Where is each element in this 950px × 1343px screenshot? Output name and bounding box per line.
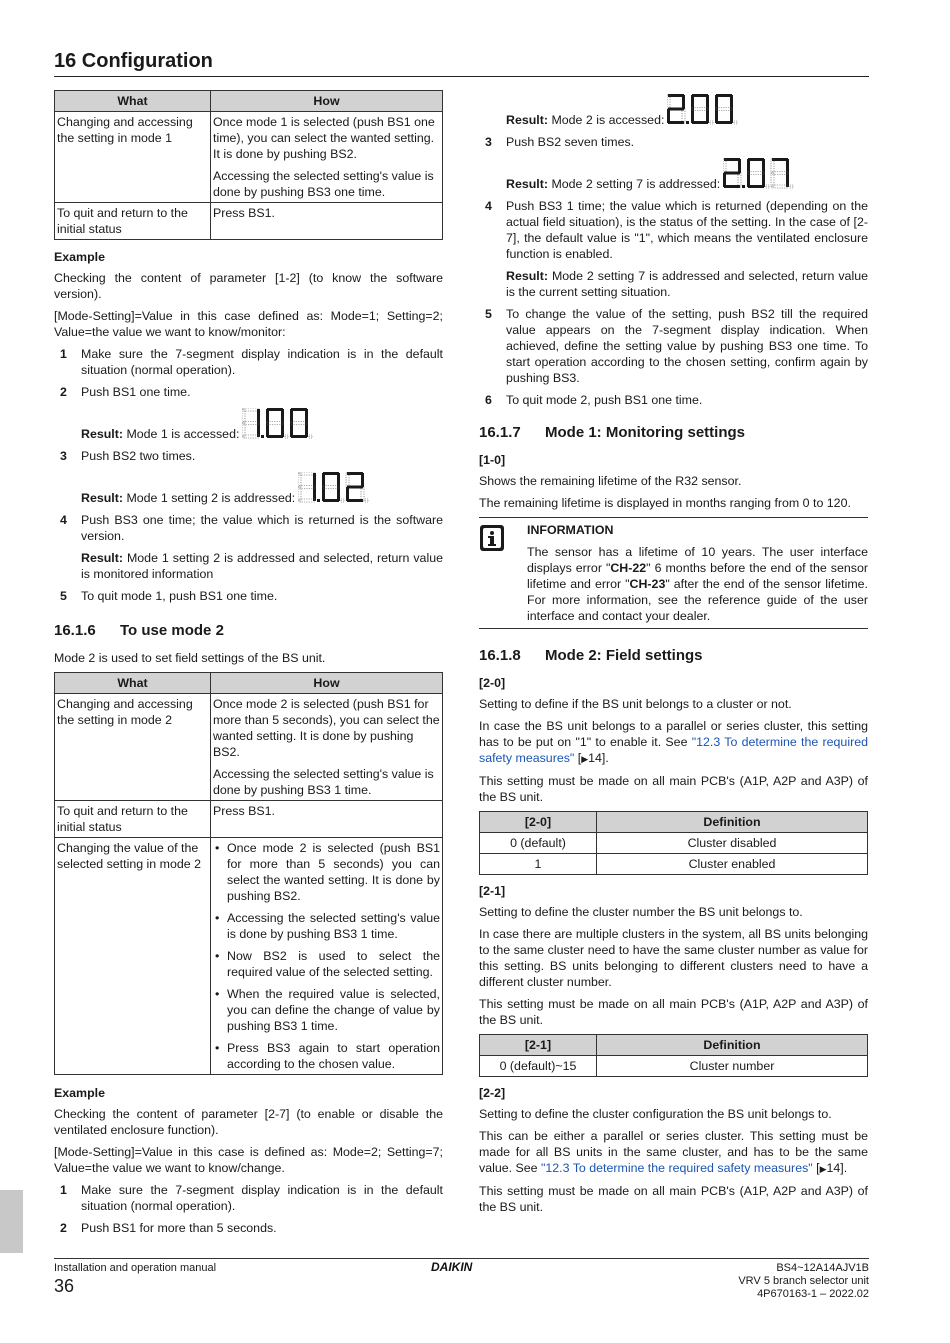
information-body — [527, 522, 868, 624]
info-text-part: " 6 months before the end of the sensor lifetime and error " — [527, 561, 868, 591]
decimal-point — [686, 121, 689, 124]
result-label: Result: — [81, 427, 123, 441]
section-title: Mode 1: Monitoring settings — [545, 424, 745, 441]
decimal-point — [261, 435, 264, 438]
result-text — [506, 112, 664, 128]
table-header-how: How — [211, 91, 443, 112]
text-part: In case the BS unit belongs to a parallel or series cluster, this setting has to be put on "1" to enable it. See — [479, 719, 868, 749]
segment — [724, 172, 740, 175]
segment — [772, 185, 788, 188]
segment — [266, 423, 269, 437]
table-cell: Cluster number — [597, 1056, 868, 1077]
section-number: 16.1.6 — [54, 622, 96, 639]
text-part: . — [843, 1161, 848, 1175]
footer-doc-number: 4P670163-1 – 2022.02 — [757, 1288, 869, 1300]
segment — [266, 409, 269, 423]
step-text: To quit mode 1, push BS1 one time. — [81, 589, 278, 603]
list-item: • Press BS3 again to start operation according to the chosen value. — [213, 1040, 440, 1072]
result-label: Result: — [81, 551, 123, 565]
step-item — [54, 1182, 443, 1214]
segment — [716, 121, 732, 124]
segment — [267, 408, 283, 411]
table-cell-how — [211, 112, 443, 203]
segment — [747, 159, 750, 173]
step-item — [54, 588, 443, 604]
chapter-tab — [0, 1190, 23, 1253]
step-number: 2 — [60, 385, 67, 399]
cell-paragraph: Once mode 2 is selected (push BS1 for more than 5 seconds), you can select the wanted setting. It is done by pushing BS2. — [213, 697, 440, 759]
result-label: Result: — [506, 113, 548, 127]
information-icon — [479, 522, 527, 624]
result-line — [81, 550, 443, 582]
decimal-point — [734, 121, 737, 124]
segment — [738, 173, 741, 187]
table-header: [2-0] — [480, 812, 597, 833]
result-line — [506, 268, 868, 300]
segment — [748, 158, 764, 161]
footer-product: VRV 5 branch selector unit — [738, 1275, 869, 1287]
segment — [682, 95, 685, 109]
text-part: [ — [812, 1161, 820, 1175]
cross-reference-link[interactable]: "12.3 To determine the required safety measures" — [479, 735, 868, 765]
step-text: Push BS2 seven times. — [506, 135, 635, 149]
segment — [668, 108, 684, 111]
segment — [267, 435, 283, 438]
left-column — [54, 90, 443, 1242]
seven-segment-display — [667, 94, 739, 130]
page-reference: 14] — [588, 751, 606, 765]
segment — [267, 422, 283, 425]
table-cell-what: Changing and accessing the setting in mode 2 — [55, 694, 211, 801]
body-paragraph: Setting to define the cluster configuration the BS unit belongs to. — [479, 1107, 832, 1121]
information-box — [479, 517, 868, 629]
section-title: Mode 2: Field settings — [545, 647, 703, 664]
list-item: • When the required value is selected, you can define the change of value by pushing BS3 1 time. — [213, 986, 440, 1034]
table-header-how: How — [211, 673, 443, 694]
step-number: 3 — [60, 449, 67, 463]
table-row — [480, 854, 868, 875]
segment — [257, 409, 260, 423]
result-text — [81, 490, 295, 506]
decimal-point — [317, 499, 320, 502]
setting-code: [2-1] — [479, 884, 506, 898]
body-paragraph: The remaining lifetime is displayed in months ranging from 0 to 120. — [479, 496, 851, 510]
table-cell: 1 — [480, 854, 597, 875]
section-title: To use mode 2 — [120, 622, 224, 639]
table-cell-what: Changing and accessing the setting in mode 1 — [55, 112, 211, 203]
segment — [706, 109, 709, 123]
text-part: This can be either a parallel or series cluster. This setting must be made for all BS units in the same cluster, and has to be the same value. See — [479, 1129, 868, 1175]
step-number: 4 — [60, 513, 67, 527]
segment — [299, 499, 315, 502]
result-line — [506, 92, 868, 128]
list-item: • Once mode 2 is selected (push BS1 for more than 5 seconds) you can select the wanted setting. It is done by pushing BS2. — [213, 840, 440, 904]
segment — [281, 423, 284, 437]
segment — [291, 435, 307, 438]
table-header-what: What — [55, 91, 211, 112]
decimal-point — [365, 499, 368, 502]
setting-code: [2-0] — [479, 676, 506, 690]
table-cell-what: To quit and return to the initial status — [55, 203, 211, 240]
table-header-what: What — [55, 673, 211, 694]
segment — [715, 109, 718, 123]
segment — [337, 473, 340, 487]
segment — [667, 95, 670, 109]
segment — [682, 109, 685, 123]
decimal-point — [341, 499, 344, 502]
seven-segment-display — [723, 158, 795, 194]
footer-manual-title: Installation and operation manual — [54, 1262, 217, 1274]
table-row — [55, 694, 443, 801]
step-text: Push BS1 for more than 5 seconds. — [81, 1221, 277, 1235]
segment — [323, 472, 339, 475]
step-number: 2 — [60, 1221, 67, 1235]
segment — [305, 423, 308, 437]
decimal-point — [790, 185, 793, 188]
table-cell-how: Press BS1. — [211, 801, 443, 838]
segment — [668, 121, 684, 124]
step-text: To quit mode 2, push BS1 one time. — [506, 393, 703, 407]
segment — [337, 487, 340, 501]
example-heading: Example — [54, 250, 105, 264]
segment — [691, 95, 694, 109]
step-number: 5 — [485, 307, 492, 321]
setting-2-1-table — [479, 1034, 868, 1077]
result-line — [506, 156, 868, 192]
body-paragraph: Setting to define the cluster number the BS unit belongs to. — [479, 905, 803, 919]
result-label: Result: — [506, 269, 548, 283]
segment — [692, 121, 708, 124]
segment — [243, 435, 259, 438]
setting-code: [2-2] — [479, 1086, 506, 1100]
example-heading: Example — [54, 1086, 105, 1100]
step-item — [479, 306, 868, 386]
result-text — [506, 176, 720, 192]
step-number: 5 — [60, 589, 67, 603]
list-item: • Now BS2 is used to select the required value of the selected setting. — [213, 948, 440, 980]
segment — [724, 158, 740, 161]
segment — [346, 473, 349, 487]
example-paragraph: [Mode-Setting]=Value in this case defined as: Mode=1; Setting=2; Value=the value we want to know/monitor: — [54, 309, 443, 339]
section-number: 16.1.8 — [479, 647, 521, 664]
page-reference: 14] — [826, 1161, 844, 1175]
step-item — [479, 134, 868, 150]
information-title: INFORMATION — [527, 523, 614, 537]
info-text-part: The sensor has a lifetime of 10 years. The user interface displays error " — [527, 545, 868, 575]
result-value: Mode 2 setting 7 is addressed: — [551, 177, 721, 191]
step-text: Make sure the 7-segment display indication is in the default situation (normal operation). — [81, 347, 443, 377]
segment — [290, 423, 293, 437]
information-text — [527, 544, 868, 624]
setting-code: [1-0] — [479, 453, 506, 467]
table-cell-what: To quit and return to the initial status — [55, 801, 211, 838]
table-header: [2-1] — [480, 1035, 597, 1056]
segment — [322, 487, 325, 501]
step-number: 4 — [485, 199, 492, 213]
segment — [361, 487, 364, 501]
step-item — [54, 1220, 443, 1236]
segment — [290, 409, 293, 423]
segment — [347, 499, 363, 502]
result-value: Mode 1 setting 2 is addressed: — [126, 491, 296, 505]
table-header: Definition — [597, 812, 868, 833]
segment — [668, 94, 684, 97]
decimal-point — [766, 185, 769, 188]
segment — [762, 173, 765, 187]
segment — [691, 109, 694, 123]
segment — [347, 486, 363, 489]
step-item — [479, 392, 868, 408]
page-title: 16 Configuration — [54, 50, 213, 72]
cell-paragraph: Accessing the selected setting's value is done by pushing BS3 one time. — [213, 169, 434, 199]
table-row — [480, 833, 868, 854]
segment — [692, 94, 708, 97]
step-item — [479, 198, 868, 262]
decimal-point — [710, 121, 713, 124]
logo-text: DAIKIN — [431, 1260, 473, 1274]
daikin-logo — [431, 1260, 493, 1278]
result-label: Result: — [81, 491, 123, 505]
segment — [291, 408, 307, 411]
footer-product-info — [738, 1262, 869, 1301]
segment — [299, 472, 315, 475]
body-paragraph: This setting must be made on all main PCB's (A1P, A2P and A3P) of the BS unit. — [479, 1184, 868, 1214]
right-column — [479, 90, 868, 1221]
table-cell: Cluster disabled — [597, 833, 868, 854]
step-text: Push BS1 one time. — [81, 385, 191, 399]
segment — [346, 487, 349, 501]
segment — [771, 159, 774, 173]
result-line — [81, 406, 443, 442]
body-paragraph: In case there are multiple clusters in the system, all BS units belonging to the same cluster need to have the same cluster number as value for this setting. BS units belonging to different clusters need to have a different cluster number. — [479, 927, 868, 989]
table-cell-how — [211, 694, 443, 801]
step-number: 1 — [60, 1183, 67, 1197]
step-text: Make sure the 7-segment display indication is in the default situation (normal operation). — [81, 1183, 443, 1213]
segment — [243, 408, 259, 411]
segment — [747, 173, 750, 187]
segment — [299, 486, 315, 489]
segment — [322, 473, 325, 487]
segment — [772, 172, 788, 175]
page-arrow-icon: ▶ — [581, 754, 589, 764]
table-cell-how — [211, 838, 443, 1075]
page-number: 36 — [54, 1276, 75, 1296]
table-row — [55, 838, 443, 1075]
result-text — [81, 426, 239, 442]
setting-2-0-table — [479, 811, 868, 875]
segment — [730, 109, 733, 123]
cell-paragraph: Accessing the selected setting's value is done by pushing BS3 1 time. — [213, 767, 434, 797]
step-text: To change the value of the setting, push BS2 till the required value appears on the 7-segment display indication. When achieved, define the setting value by pushing BS3 one time. To start operation according to the chosen setting, confirm again by pushing BS3. — [506, 307, 868, 385]
result-line — [81, 470, 443, 506]
decimal-point — [742, 185, 745, 188]
segment — [730, 95, 733, 109]
mode1-table — [54, 90, 443, 240]
section-heading — [479, 647, 868, 665]
step-number: 1 — [60, 347, 67, 361]
segment — [706, 95, 709, 109]
segment — [323, 486, 339, 489]
table-cell: 0 (default) — [480, 833, 597, 854]
segment — [748, 172, 764, 175]
segment — [724, 185, 740, 188]
info-text-part: " after the end of the sensor lifetime. For more information, see the reference guide of the user interface and contact your dealer. — [527, 577, 868, 623]
segment — [347, 472, 363, 475]
segment — [715, 95, 718, 109]
step-item — [54, 346, 443, 378]
text-part: . — [605, 751, 609, 765]
section-number: 16.1.7 — [479, 424, 521, 441]
result-value: Mode 2 is accessed: — [551, 113, 665, 127]
text-part: [ — [574, 751, 582, 765]
example-paragraph: Checking the content of parameter [2-7] (to enable or disable the ventilated enclosure function). — [54, 1107, 443, 1137]
result-label: Result: — [506, 177, 548, 191]
body-paragraph: Setting to define if the BS unit belongs to a cluster or not. — [479, 697, 792, 711]
mode2-table — [54, 672, 443, 1075]
step-number: 6 — [485, 393, 492, 407]
example-paragraph: [Mode-Setting]=Value in this case is defined as: Mode=2; Setting=7; Value=the value we want to know/change. — [54, 1145, 443, 1175]
table-cell: Cluster enabled — [597, 854, 868, 875]
bullet-list — [213, 840, 440, 1072]
section-intro: Mode 2 is used to set field settings of the BS unit. — [54, 651, 326, 665]
segment — [723, 159, 726, 173]
step-item — [54, 512, 443, 544]
error-code: CH-22 — [610, 561, 647, 575]
footer-model: BS4~12A14AJV1B — [776, 1262, 869, 1274]
segment — [291, 422, 307, 425]
segment — [667, 109, 670, 123]
segment — [361, 473, 364, 487]
body-paragraph — [479, 718, 868, 767]
body-paragraph — [479, 1128, 868, 1177]
table-cell-what: Changing the value of the selected setting in mode 2 — [55, 838, 211, 1075]
seven-segment-display — [242, 408, 314, 444]
segment — [762, 159, 765, 173]
segment — [716, 108, 732, 111]
step-text: Push BS3 1 time; the value which is returned (depending on the actual field situation), is the status of the setting. In the case of [2-7], the default value is "1", which means the ventilated enclosure function is enabled. — [506, 199, 868, 261]
page-arrow-icon: ▶ — [819, 1164, 827, 1174]
table-row — [55, 801, 443, 838]
segment — [692, 108, 708, 111]
body-paragraph: Shows the remaining lifetime of the R32 sensor. — [479, 474, 742, 488]
example-paragraph: Checking the content of parameter [1-2] (to know the software version). — [54, 271, 443, 301]
error-code: CH-23 — [629, 577, 666, 591]
step-text: Push BS2 two times. — [81, 449, 196, 463]
seven-segment-display — [298, 472, 370, 508]
body-paragraph: This setting must be made on all main PCB's (A1P, A2P and A3P) of the BS unit. — [479, 997, 868, 1027]
segment — [738, 159, 741, 173]
body-paragraph: This setting must be made on all main PCB's (A1P, A2P and A3P) of the BS unit. — [479, 774, 868, 804]
table-row — [55, 112, 443, 203]
table-row — [55, 203, 443, 240]
section-heading — [54, 622, 443, 640]
table-cell: 0 (default)~15 — [480, 1056, 597, 1077]
list-item: • Accessing the selected setting's value is done by pushing BS3 1 time. — [213, 910, 440, 942]
cell-paragraph: Once mode 1 is selected (push BS1 one time), you can select the wanted setting. It is done by pushing BS2. — [213, 115, 435, 161]
segment — [723, 173, 726, 187]
segment — [323, 499, 339, 502]
segment — [243, 422, 259, 425]
segment — [748, 185, 764, 188]
step-text: Push BS3 one time; the value which is returned is the software version. — [81, 513, 443, 543]
result-value: Mode 1 is accessed: — [126, 427, 240, 441]
segment — [786, 159, 789, 173]
table-row — [480, 1056, 868, 1077]
segment — [313, 473, 316, 487]
table-header: Definition — [597, 1035, 868, 1056]
page-footer — [54, 1258, 869, 1300]
page-header — [54, 49, 869, 77]
segment — [772, 158, 788, 161]
step-item — [54, 448, 443, 464]
segment — [281, 409, 284, 423]
result-value: Mode 1 setting 2 is addressed and selected, return value is monitored information — [81, 551, 443, 581]
result-value: Mode 2 setting 7 is addressed and selected, return value is the current setting situation. — [506, 269, 868, 299]
section-heading — [479, 424, 868, 442]
decimal-point — [285, 435, 288, 438]
decimal-point — [309, 435, 312, 438]
table-cell-how: Press BS1. — [211, 203, 443, 240]
step-number: 3 — [485, 135, 492, 149]
step-item — [54, 384, 443, 400]
cross-reference-link[interactable]: "12.3 To determine the required safety measures" — [541, 1161, 813, 1175]
segment — [305, 409, 308, 423]
segment — [716, 94, 732, 97]
